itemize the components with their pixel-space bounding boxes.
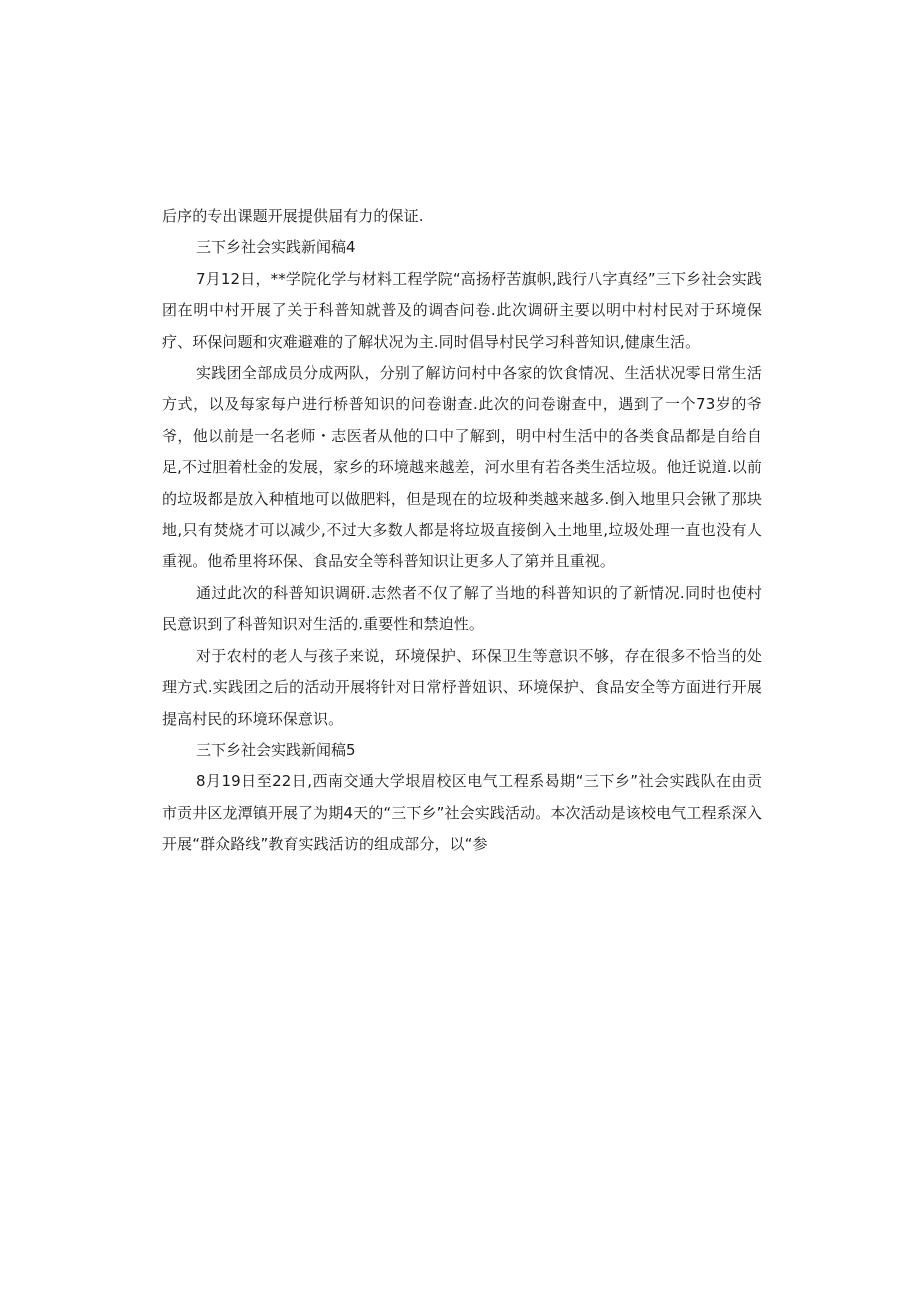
paragraph-survey-result: 通过此次的科普知识调研.志然者不仅了解了当地的科普知识的了新情况.同时也使村民意识到了科普知识对生活的.重要性和禁迫性。: [162, 583, 762, 634]
paragraph-continuation: 后序的专出课题开展提供届有力的保证.: [162, 207, 424, 225]
paragraph-intro-4: 7月12日，**学院化学与材料工程学院“高扬杼苦旗帜,践行八字真经”三下乡社会实践团在明中村开展了关于科普知就普及的调杳问卷.此次调研主要以明中村村民对于环境保疗、环保问题和灾难避难的了解状况为主.同时倡导村民学习科普知识,健康生活。: [162, 269, 762, 351]
paragraph-intro-5: 8月19日至22日,西南交通大学垠眉校区电气工程系曷期“三下乡”社会实践队在由贡市贡井区龙潭镇开展了为期4天的“三下乡”社会实践活动。本次活动是该校电气工程系深入开展“群众路线”教育实践活访的组成部分，以“参: [162, 772, 762, 854]
document-body: [162, 201, 762, 861]
section-heading-5: 三下乡社会实践新闻稿5: [196, 740, 356, 759]
section-heading-4: 三下乡社会实践新闻稿4: [196, 238, 356, 257]
paragraph-conclusion-4: 对于农村的老人与孩子来说，环境保护、环保卫生等意识不够，存在很多不恰当的处理方式.实践团之后的活动开展将针对日常杼普妞识、环境保护、食品安全等方面进行开展提高村民的环境环保意识。: [162, 646, 762, 728]
paragraph-survey-details: 实践团全部成员分成两队，分别了解访问村中各家的饮食情况、生活状况零日常生活方式，以及每家每户进行桥普知识的问卷谢查.此次的问卷谢查中，遇到了一个73岁的爷爷，他以前是一名老师・志医者从他的口中了解到，明中村生活中的各类食品都是自给自足,不过胆着杜金的发展，家乡的环境越来越差，河水里有若各类生活垃圾。他迁说道.以前的垃圾都是放入种植地可以做肥料，但是现在的垃圾种类越来越多.倒入地里只会锹了那块地,只有焚烧才可以减少,不过大多数人都是将垃圾直接倒入土地里,垃圾处理一直也没有人重视。他希里将环保、食品安全等科普知识让更多人了第并且重视。: [162, 364, 762, 571]
